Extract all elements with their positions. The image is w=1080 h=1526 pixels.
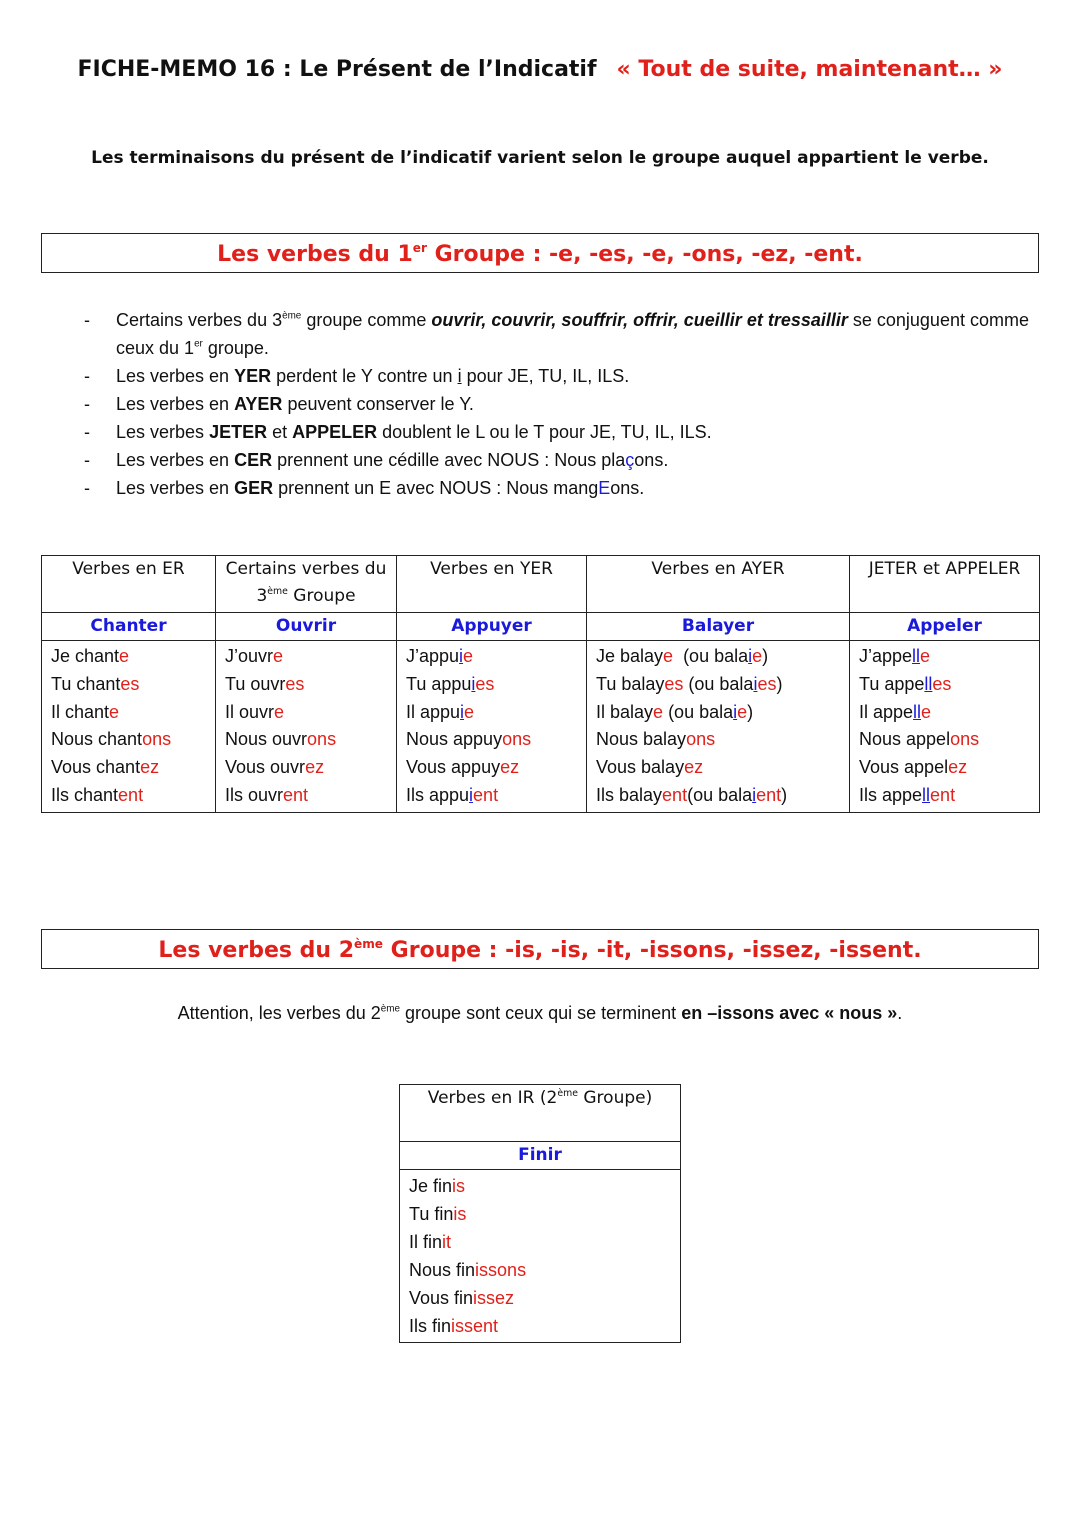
verb-ending: ent [662, 784, 688, 805]
rule-keyword: AYER [234, 394, 283, 414]
second-group-conjugation-table [399, 1084, 681, 1343]
verb-ending: ent [473, 784, 499, 805]
infinitive-cell: Balayer [587, 613, 850, 641]
verb-ending: e [463, 646, 474, 666]
verb-stem: Il balay [596, 701, 654, 722]
verb-stem: Nous chant [51, 729, 143, 750]
verb-stem: Tu chant [51, 673, 121, 694]
title-main: FICHE-MEMO 16 : Le Présent de l’Indicatif [77, 57, 597, 82]
rule-text: doublent le L ou le T pour JE, TU, IL, ILS. [377, 422, 712, 442]
verb-stem: (ou bala [673, 646, 749, 666]
verb-ending: ent [283, 784, 309, 805]
rule-text: Les verbes en [116, 478, 235, 498]
verb-stem: Ils fin [409, 1316, 452, 1336]
group1-heading-text: Les verbes du 1 [217, 242, 413, 267]
rule-item [84, 390, 1044, 418]
verb-ending: ent [756, 784, 782, 805]
verb-stem: Il fin [409, 1232, 443, 1252]
header-text: Groupe) [577, 1088, 653, 1108]
rule-text: Les verbes en [116, 394, 235, 414]
verb-ending: ent [930, 784, 956, 805]
verb-stem: (ou bala [663, 701, 734, 722]
verb-ending: ons [686, 729, 716, 750]
conjugation-line [596, 643, 840, 671]
group2-heading-text: Les verbes du 2 [158, 938, 354, 963]
rules-list [84, 306, 1044, 502]
stem-change: i [469, 784, 474, 805]
verb-ending: e [119, 646, 130, 666]
conjugation-line [51, 726, 206, 754]
header-text: Verbes en ER [72, 559, 185, 579]
conjugation-cell [216, 641, 397, 813]
column-header [216, 556, 397, 613]
intro-text: Les terminaisons du présent de l’indicatif varient selon le groupe auquel appartient le verbe. [91, 148, 989, 168]
header-text: Verbes en YER [430, 559, 553, 579]
header-text: Verbes en IR (2 [427, 1088, 558, 1108]
verb-stem: Ils balay [596, 784, 663, 805]
group2-heading [41, 929, 1039, 969]
verb-stem: Il appu [406, 701, 461, 722]
stem-change: i [752, 784, 757, 805]
rule-underlined: i [457, 366, 462, 386]
verb-ending: ez [140, 757, 160, 778]
group1-heading [41, 233, 1039, 273]
rule-text: groupe. [202, 338, 269, 358]
verb-stem: Vous appel [859, 757, 949, 778]
verb-stem: Nous ouvr [225, 729, 308, 750]
conjugation-line [51, 782, 206, 810]
verb-ending: e [663, 646, 674, 666]
rule-item [84, 446, 1044, 474]
verb-stem: Tu fin [409, 1204, 454, 1224]
note-sup: ème [380, 1003, 401, 1015]
conjugation-line [406, 671, 577, 699]
rule-item [84, 474, 1044, 502]
stem-change: ll [922, 784, 931, 805]
verb-ending: ons [502, 729, 532, 750]
verb-ending: ons [142, 729, 172, 750]
stem-change: i [753, 673, 758, 694]
verb-ending: es [664, 673, 684, 694]
infinitive-cell: Appeler [850, 613, 1040, 641]
rule-keyword: JETER [209, 422, 268, 442]
verb-stem: ) [747, 701, 754, 722]
verb-stem: Vous chant [51, 757, 141, 778]
conjugation-line [51, 643, 206, 671]
conjugation-line [596, 782, 840, 810]
rule-text: peuvent conserver le Y. [282, 394, 474, 414]
conjugation-line [51, 671, 206, 699]
page-title [0, 57, 1080, 82]
verb-ending: e [109, 701, 120, 722]
stem-change: i [471, 673, 476, 694]
verb-ending: es [757, 673, 777, 694]
rule-highlight: E [598, 478, 611, 498]
verb-stem: Ils chant [51, 784, 119, 805]
verb-ending: is [453, 1204, 467, 1224]
conjugation-line [409, 1228, 671, 1256]
header-text: JETER et APPELER [868, 559, 1021, 579]
header-text: Certains verbes du 3 [225, 559, 387, 606]
verb-stem: ) [776, 673, 783, 694]
rule-keyword: CER [234, 450, 273, 470]
title-subtitle: « Tout de suite, maintenant… » [616, 57, 1003, 82]
rule-sup: er [194, 338, 203, 350]
header-text: Verbes en AYER [651, 559, 785, 579]
conjugation-line [51, 754, 206, 782]
verb-ending: ez [305, 757, 325, 778]
verb-stem: Vous ouvr [225, 757, 306, 778]
rule-highlight: ç [625, 450, 635, 470]
stem-change: i [460, 701, 465, 722]
conjugation-line [406, 699, 577, 727]
conjugation-cell [397, 641, 587, 813]
verb-ending: e [920, 646, 931, 666]
verb-ending: es [932, 673, 952, 694]
verb-stem: Nous fin [409, 1260, 476, 1280]
rule-text: et [267, 422, 293, 442]
verb-stem: Il appe [859, 701, 914, 722]
conjugation-line [225, 782, 387, 810]
conjugation-line [406, 782, 577, 810]
conjugation-cell [587, 641, 850, 813]
verb-stem: (ou bala [687, 784, 753, 805]
stem-change: ll [924, 673, 933, 694]
rule-keyword: YER [234, 366, 272, 386]
conjugation-line [859, 671, 1030, 699]
verb-stem: Je balay [596, 646, 664, 666]
rule-text: prennent un E avec NOUS : Nous mang [273, 478, 599, 498]
verb-stem: Nous appel [859, 729, 951, 750]
rule-text: Les verbes en [116, 450, 235, 470]
conjugation-line [225, 699, 387, 727]
conjugation-line [409, 1312, 671, 1340]
verb-stem: Tu balay [596, 673, 665, 694]
verb-ending: es [285, 673, 305, 694]
verb-stem: Vous appuy [406, 757, 501, 778]
conjugation-line [51, 699, 206, 727]
stem-change: i [733, 701, 738, 722]
verb-stem: Il chant [51, 701, 110, 722]
rule-sup: ème [282, 310, 302, 322]
verb-stem: Vous balay [596, 757, 685, 778]
group1-heading-sup: er [412, 240, 427, 255]
group1-heading-endings: Groupe : -e, -es, -e, -ons, -ez, -ent. [426, 242, 863, 267]
verb-stem: J’appu [406, 646, 460, 666]
conjugation-line [406, 726, 577, 754]
conjugation-line [406, 754, 577, 782]
stem-change: ll [912, 646, 921, 666]
verb-ending: ons [307, 729, 337, 750]
rule-text: Certains verbes du 3 [116, 310, 283, 330]
header-text: Groupe [287, 586, 356, 606]
verb-ending: ez [948, 757, 968, 778]
conjugation-line [225, 726, 387, 754]
column-header [42, 556, 216, 613]
rule-item [84, 306, 1044, 362]
verb-ending: e [921, 701, 932, 722]
conjugation-line [596, 726, 840, 754]
verb-stem: Je fin [409, 1176, 453, 1196]
conjugation-line [596, 754, 840, 782]
verb-ending: ons [950, 729, 980, 750]
verb-ending: e [464, 701, 475, 722]
conjugation-line [225, 754, 387, 782]
conjugation-cell [400, 1170, 681, 1343]
verb-stem: Vous fin [409, 1288, 474, 1308]
conjugation-line [859, 782, 1030, 810]
rule-text: Les verbes [116, 422, 210, 442]
column-header [397, 556, 587, 613]
verb-stem: Ils appu [406, 784, 470, 805]
conjugation-line [406, 643, 577, 671]
verb-ending: ez [500, 757, 520, 778]
verb-ending: is [452, 1176, 466, 1196]
verb-stem: Tu ouvr [225, 673, 286, 694]
conjugation-line [225, 643, 387, 671]
note-text: Attention, les verbes du 2 [177, 1003, 381, 1023]
verb-stem: ) [781, 784, 788, 805]
note-text: . [897, 1003, 903, 1023]
group2-heading-endings: Groupe : -is, -is, -it, -issons, -issez, -issent. [383, 938, 922, 963]
conjugation-line [859, 643, 1030, 671]
infinitive-cell: Appuyer [397, 613, 587, 641]
verb-ending: e [273, 646, 284, 666]
group2-heading-sup: ème [354, 936, 384, 951]
verb-stem: Il ouvr [225, 701, 275, 722]
rule-text: groupe comme [301, 310, 432, 330]
rule-text: Les verbes en [116, 366, 235, 386]
group2-note [0, 1003, 1080, 1024]
header-sup: ème [557, 1088, 578, 1099]
verb-ending: es [120, 673, 140, 694]
verb-stem: ) [762, 646, 769, 666]
header-sup: ème [267, 586, 288, 597]
verb-stem: Ils appe [859, 784, 923, 805]
column-header [850, 556, 1040, 613]
verb-ending: ent [118, 784, 144, 805]
rule-text: perdent le Y contre un [271, 366, 458, 386]
verb-ending: e [274, 701, 285, 722]
verb-ending: es [475, 673, 495, 694]
conjugation-line [596, 699, 840, 727]
conjugation-line [409, 1200, 671, 1228]
column-header [587, 556, 850, 613]
verb-stem: Nous balay [596, 729, 687, 750]
verb-ending: e [737, 701, 748, 722]
rule-text: prennent une cédille avec NOUS : Nous pla [272, 450, 626, 470]
stem-change: i [748, 646, 753, 666]
conjugation-line [859, 754, 1030, 782]
verb-stem: J’appe [859, 646, 913, 666]
column-header [400, 1085, 681, 1142]
note-emphasis: en –issons avec « nous » [681, 1003, 898, 1023]
conjugation-cell [42, 641, 216, 813]
conjugation-cell [850, 641, 1040, 813]
verb-stem: Je chant [51, 646, 120, 666]
verb-ending: e [653, 701, 664, 722]
verb-stem: Tu appu [406, 673, 472, 694]
conjugation-line [859, 726, 1030, 754]
infinitive-cell: Chanter [42, 613, 216, 641]
verb-stem: Ils ouvr [225, 784, 284, 805]
verb-stem: (ou bala [683, 673, 754, 694]
verb-stem: J’ouvr [225, 646, 274, 666]
verb-ending: issons [475, 1260, 527, 1280]
rule-item [84, 362, 1044, 390]
stem-change: ll [913, 701, 922, 722]
conjugation-line [859, 699, 1030, 727]
verb-ending: issent [451, 1316, 499, 1336]
conjugation-line [409, 1172, 671, 1200]
conjugation-line [409, 1284, 671, 1312]
rule-text: se conjuguent comme ceux du 1 [116, 310, 1029, 358]
verb-ending: issez [473, 1288, 515, 1308]
conjugation-line [409, 1256, 671, 1284]
first-group-conjugation-table [41, 555, 1040, 813]
verb-stem: Nous appuy [406, 729, 503, 750]
verb-stem: Tu appe [859, 673, 925, 694]
infinitive-cell: Ouvrir [216, 613, 397, 641]
rule-verbs: ouvrir, couvrir, souffrir, offrir, cueillir et tressaillir [431, 310, 848, 330]
verb-ending: e [752, 646, 763, 666]
rule-text: ons. [610, 478, 645, 498]
rule-keyword: APPELER [292, 422, 378, 442]
rule-text: ons. [634, 450, 669, 470]
rule-text: pour JE, TU, IL, ILS. [461, 366, 630, 386]
verb-ending: ez [684, 757, 704, 778]
rule-item [84, 418, 1044, 446]
stem-change: i [459, 646, 464, 666]
conjugation-line [596, 671, 840, 699]
infinitive-cell: Finir [400, 1142, 681, 1170]
verb-ending: it [442, 1232, 452, 1252]
conjugation-line [225, 671, 387, 699]
note-text: groupe sont ceux qui se terminent [400, 1003, 682, 1023]
rule-keyword: GER [234, 478, 274, 498]
